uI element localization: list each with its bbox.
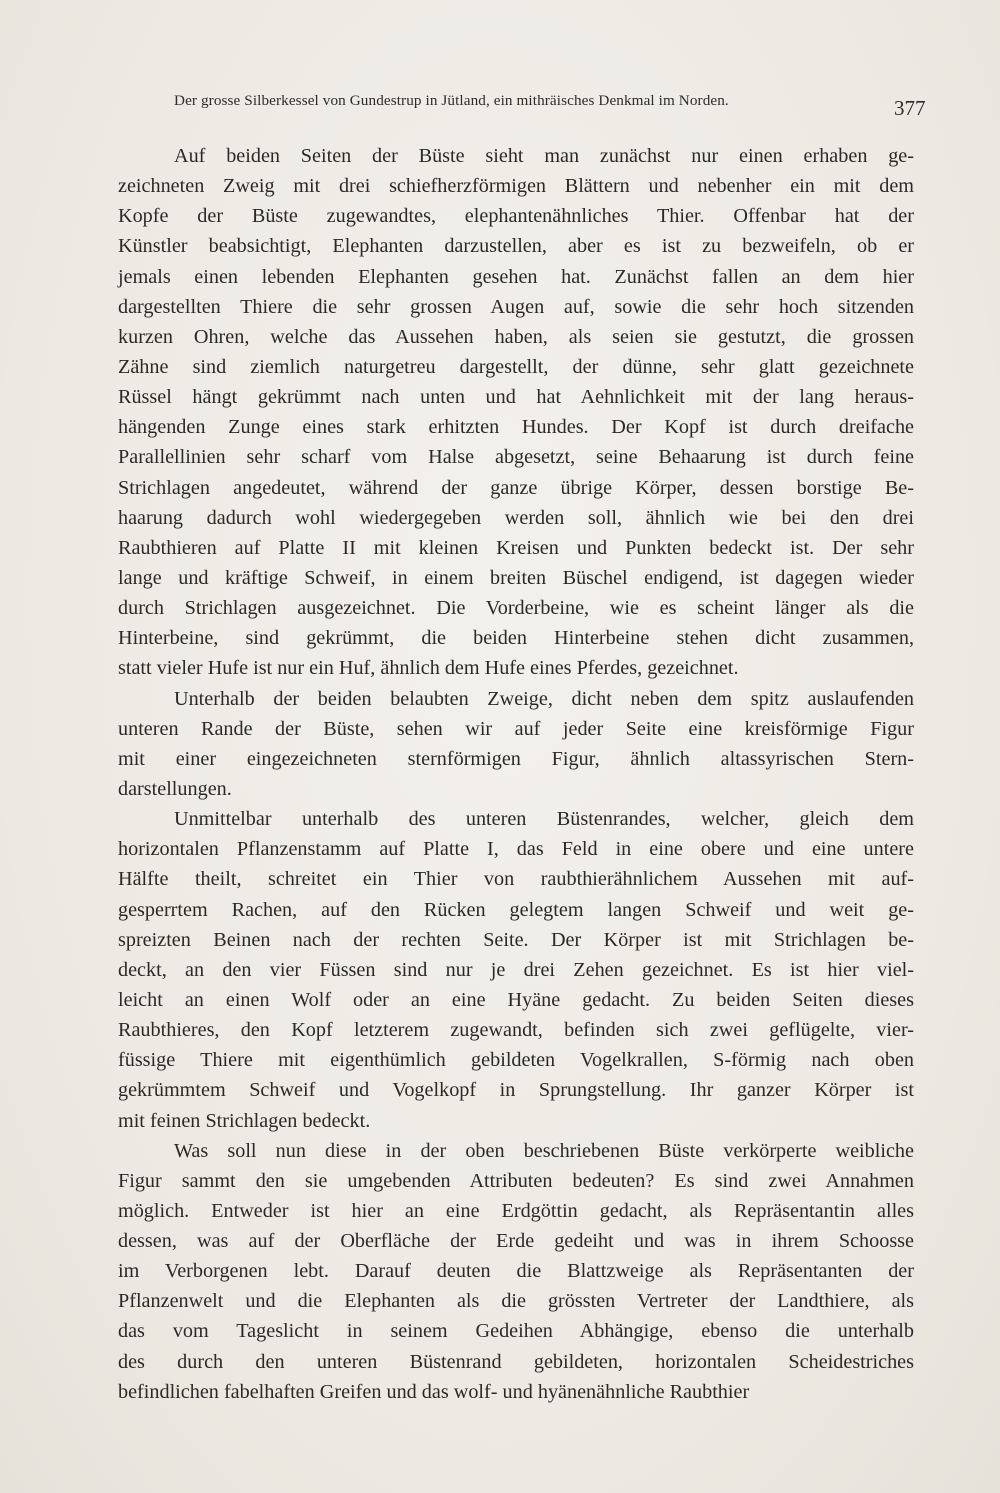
text-line: Auf beiden Seiten der Büste sieht man zunächst nur einen erhaben ge- bbox=[174, 145, 914, 167]
text-line: leicht an einen Wolf oder an eine Hyäne gedacht. Zu beiden Seiten dieses bbox=[118, 988, 914, 1011]
text-line: Zähne sind ziemlich naturgetreu dargestellt, der dünne, sehr glatt gezeichnete bbox=[118, 355, 914, 378]
text-line: zeichneten Zweig mit drei schiefherzförmigen Blättern und nebenher ein mit dem bbox=[118, 175, 914, 198]
text-line: mit feinen Strichlagen bedeckt. bbox=[118, 1109, 371, 1132]
text-line: Figur sammt den sie umgebenden Attributen bedeuten? Es sind zwei Annahmen bbox=[118, 1169, 914, 1192]
text-line: Raubthieren auf Platte II mit kleinen Kreisen und Punkten bedeckt ist. Der sehr bbox=[118, 536, 914, 559]
running-title: Der grosse Silberkessel von Gundestrup in Jütland, ein mithräisches Denkmal im Norden. bbox=[174, 92, 729, 109]
text-line: mit einer eingezeichneten sternförmigen Figur, ähnlich altassyrischen Stern- bbox=[118, 747, 914, 770]
text-line: des durch den unteren Büstenrand gebildeten, horizontalen Scheidestriches bbox=[118, 1350, 914, 1373]
text-line: jemals einen lebenden Elephanten gesehen hat. Zunächst fallen an dem hier bbox=[118, 265, 914, 288]
text-line: durch Strichlagen ausgezeichnet. Die Vorderbeine, wie es scheint länger als die bbox=[118, 597, 914, 620]
paragraph-4 bbox=[118, 1136, 914, 1407]
text-line: Pflanzenwelt und die Elephanten als die grössten Vertreter der Landthiere, als bbox=[118, 1290, 914, 1313]
page-number: 377 bbox=[894, 96, 926, 120]
text-line: horizontalen Pflanzenstamm auf Platte I, das Feld in eine obere und eine untere bbox=[118, 838, 914, 861]
text-line: hängenden Zunge eines stark erhitzten Hundes. Der Kopf ist durch dreifache bbox=[118, 416, 914, 439]
text-line: haarung dadurch wohl wiedergegeben werden soll, ähnlich wie bei den drei bbox=[118, 506, 914, 529]
paragraph-1 bbox=[118, 141, 914, 684]
text-line: unteren Rande der Büste, sehen wir auf jeder Seite eine kreisförmige Figur bbox=[118, 717, 914, 740]
text-line: füssige Thiere mit eigenthümlich gebildeten Vogelkrallen, S-förmig nach oben bbox=[118, 1049, 914, 1072]
text-line: Parallellinien sehr scharf vom Halse abgesetzt, seine Behaarung ist durch feine bbox=[118, 446, 914, 469]
text-line: das vom Tageslicht in seinem Gedeihen Abhängige, ebenso die unterhalb bbox=[118, 1320, 914, 1343]
text-line: Was soll nun diese in der oben beschriebenen Büste verkörperte weibliche bbox=[174, 1139, 914, 1162]
text-line: lange und kräftige Schweif, in einem breiten Büschel endigend, ist dagegen wieder bbox=[118, 566, 914, 589]
text-line: Raubthieres, den Kopf letzterem zugewandt, befinden sich zwei geflügelte, vier- bbox=[118, 1019, 914, 1042]
text-line: gekrümmtem Schweif und Vogelkopf in Sprungstellung. Ihr ganzer Körper ist bbox=[118, 1079, 914, 1102]
text-line: Hälfte theilt, schreitet ein Thier von raubthierähnlichem Aussehen mit auf- bbox=[118, 868, 914, 891]
paragraph-2 bbox=[118, 684, 914, 805]
text-line: Kopfe der Büste zugewandtes, elephantenähnliches Thier. Offenbar hat der bbox=[118, 205, 914, 228]
body-text bbox=[118, 141, 914, 1407]
text-line: Unterhalb der beiden belaubten Zweige, dicht neben dem spitz auslaufenden bbox=[174, 687, 914, 710]
text-line: im Verborgenen lebt. Darauf deuten die Blattzweige als Repräsentanten der bbox=[118, 1260, 914, 1283]
text-line: statt vieler Hufe ist nur ein Huf, ähnlich dem Hufe eines Pferdes, gezeichnet. bbox=[118, 657, 739, 680]
text-line: Künstler beabsichtigt, Elephanten darzustellen, aber es ist zu bezweifeln, ob er bbox=[118, 235, 914, 258]
text-line: kurzen Ohren, welche das Aussehen haben, als seien sie gestutzt, die grossen bbox=[118, 325, 914, 348]
text-line: Unmittelbar unterhalb des unteren Büstenrandes, welcher, gleich dem bbox=[174, 808, 914, 831]
text-line: Strichlagen angedeutet, während der ganze übrige Körper, dessen borstige Be- bbox=[118, 476, 914, 499]
paragraph-3 bbox=[118, 804, 914, 1136]
text-line: gesperrtem Rachen, auf den Rücken gelegtem langen Schweif und weit ge- bbox=[118, 898, 914, 921]
text-line: Rüssel hängt gekrümmt nach unten und hat Aehnlichkeit mit der lang heraus- bbox=[118, 386, 914, 409]
text-line: dargestellten Thiere die sehr grossen Augen auf, sowie die sehr hoch sitzenden bbox=[118, 295, 914, 318]
text-line: befindlichen fabelhaften Greifen und das wolf- und hyänenähnliche Raubthier bbox=[118, 1380, 750, 1403]
text-line: dessen, was auf der Oberfläche der Erde gedeiht und was in ihrem Schoosse bbox=[118, 1230, 914, 1253]
text-line: Hinterbeine, sind gekrümmt, die beiden Hinterbeine stehen dicht zusammen, bbox=[118, 627, 914, 650]
text-line: darstellungen. bbox=[118, 777, 232, 800]
text-line: spreizten Beinen nach der rechten Seite. Der Körper ist mit Strichlagen be- bbox=[118, 928, 914, 951]
text-line: deckt, an den vier Füssen sind nur je drei Zehen gezeichnet. Es ist hier viel- bbox=[118, 958, 914, 981]
text-line: möglich. Entweder ist hier an eine Erdgöttin gedacht, als Repräsentantin alles bbox=[118, 1199, 914, 1222]
